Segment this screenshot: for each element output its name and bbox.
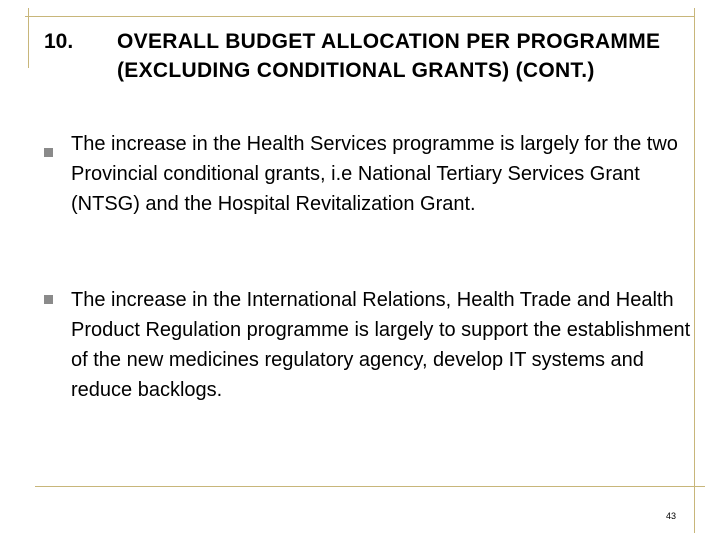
bullet-text: The increase in the Health Services programme is largely for the two Provincial conditional grants, i.e National Tertiary Services Grant (NTSG) and the Hospital Revitalization Grant. bbox=[71, 133, 678, 215]
slide-title: OVERALL BUDGET ALLOCATION PER PROGRAMME (EXCLUDING CONDITIONAL GRANTS) (CONT.) bbox=[117, 30, 661, 82]
bullet-text: The increase in the International Relations, Health Trade and Health Product Regulation programme is largely to support the establishment of the new medicines regulatory agency, develop IT systems and reduce backlogs. bbox=[71, 289, 691, 401]
slide-section-number: 10. bbox=[44, 30, 74, 53]
page-number: 43 bbox=[665, 511, 676, 521]
frame-top-rule bbox=[25, 16, 695, 17]
square-bullet-icon bbox=[44, 295, 53, 304]
square-bullet-icon bbox=[44, 148, 53, 157]
frame-right-rule bbox=[694, 8, 695, 533]
frame-left-rule bbox=[28, 8, 29, 68]
frame-bottom-rule bbox=[35, 486, 705, 487]
